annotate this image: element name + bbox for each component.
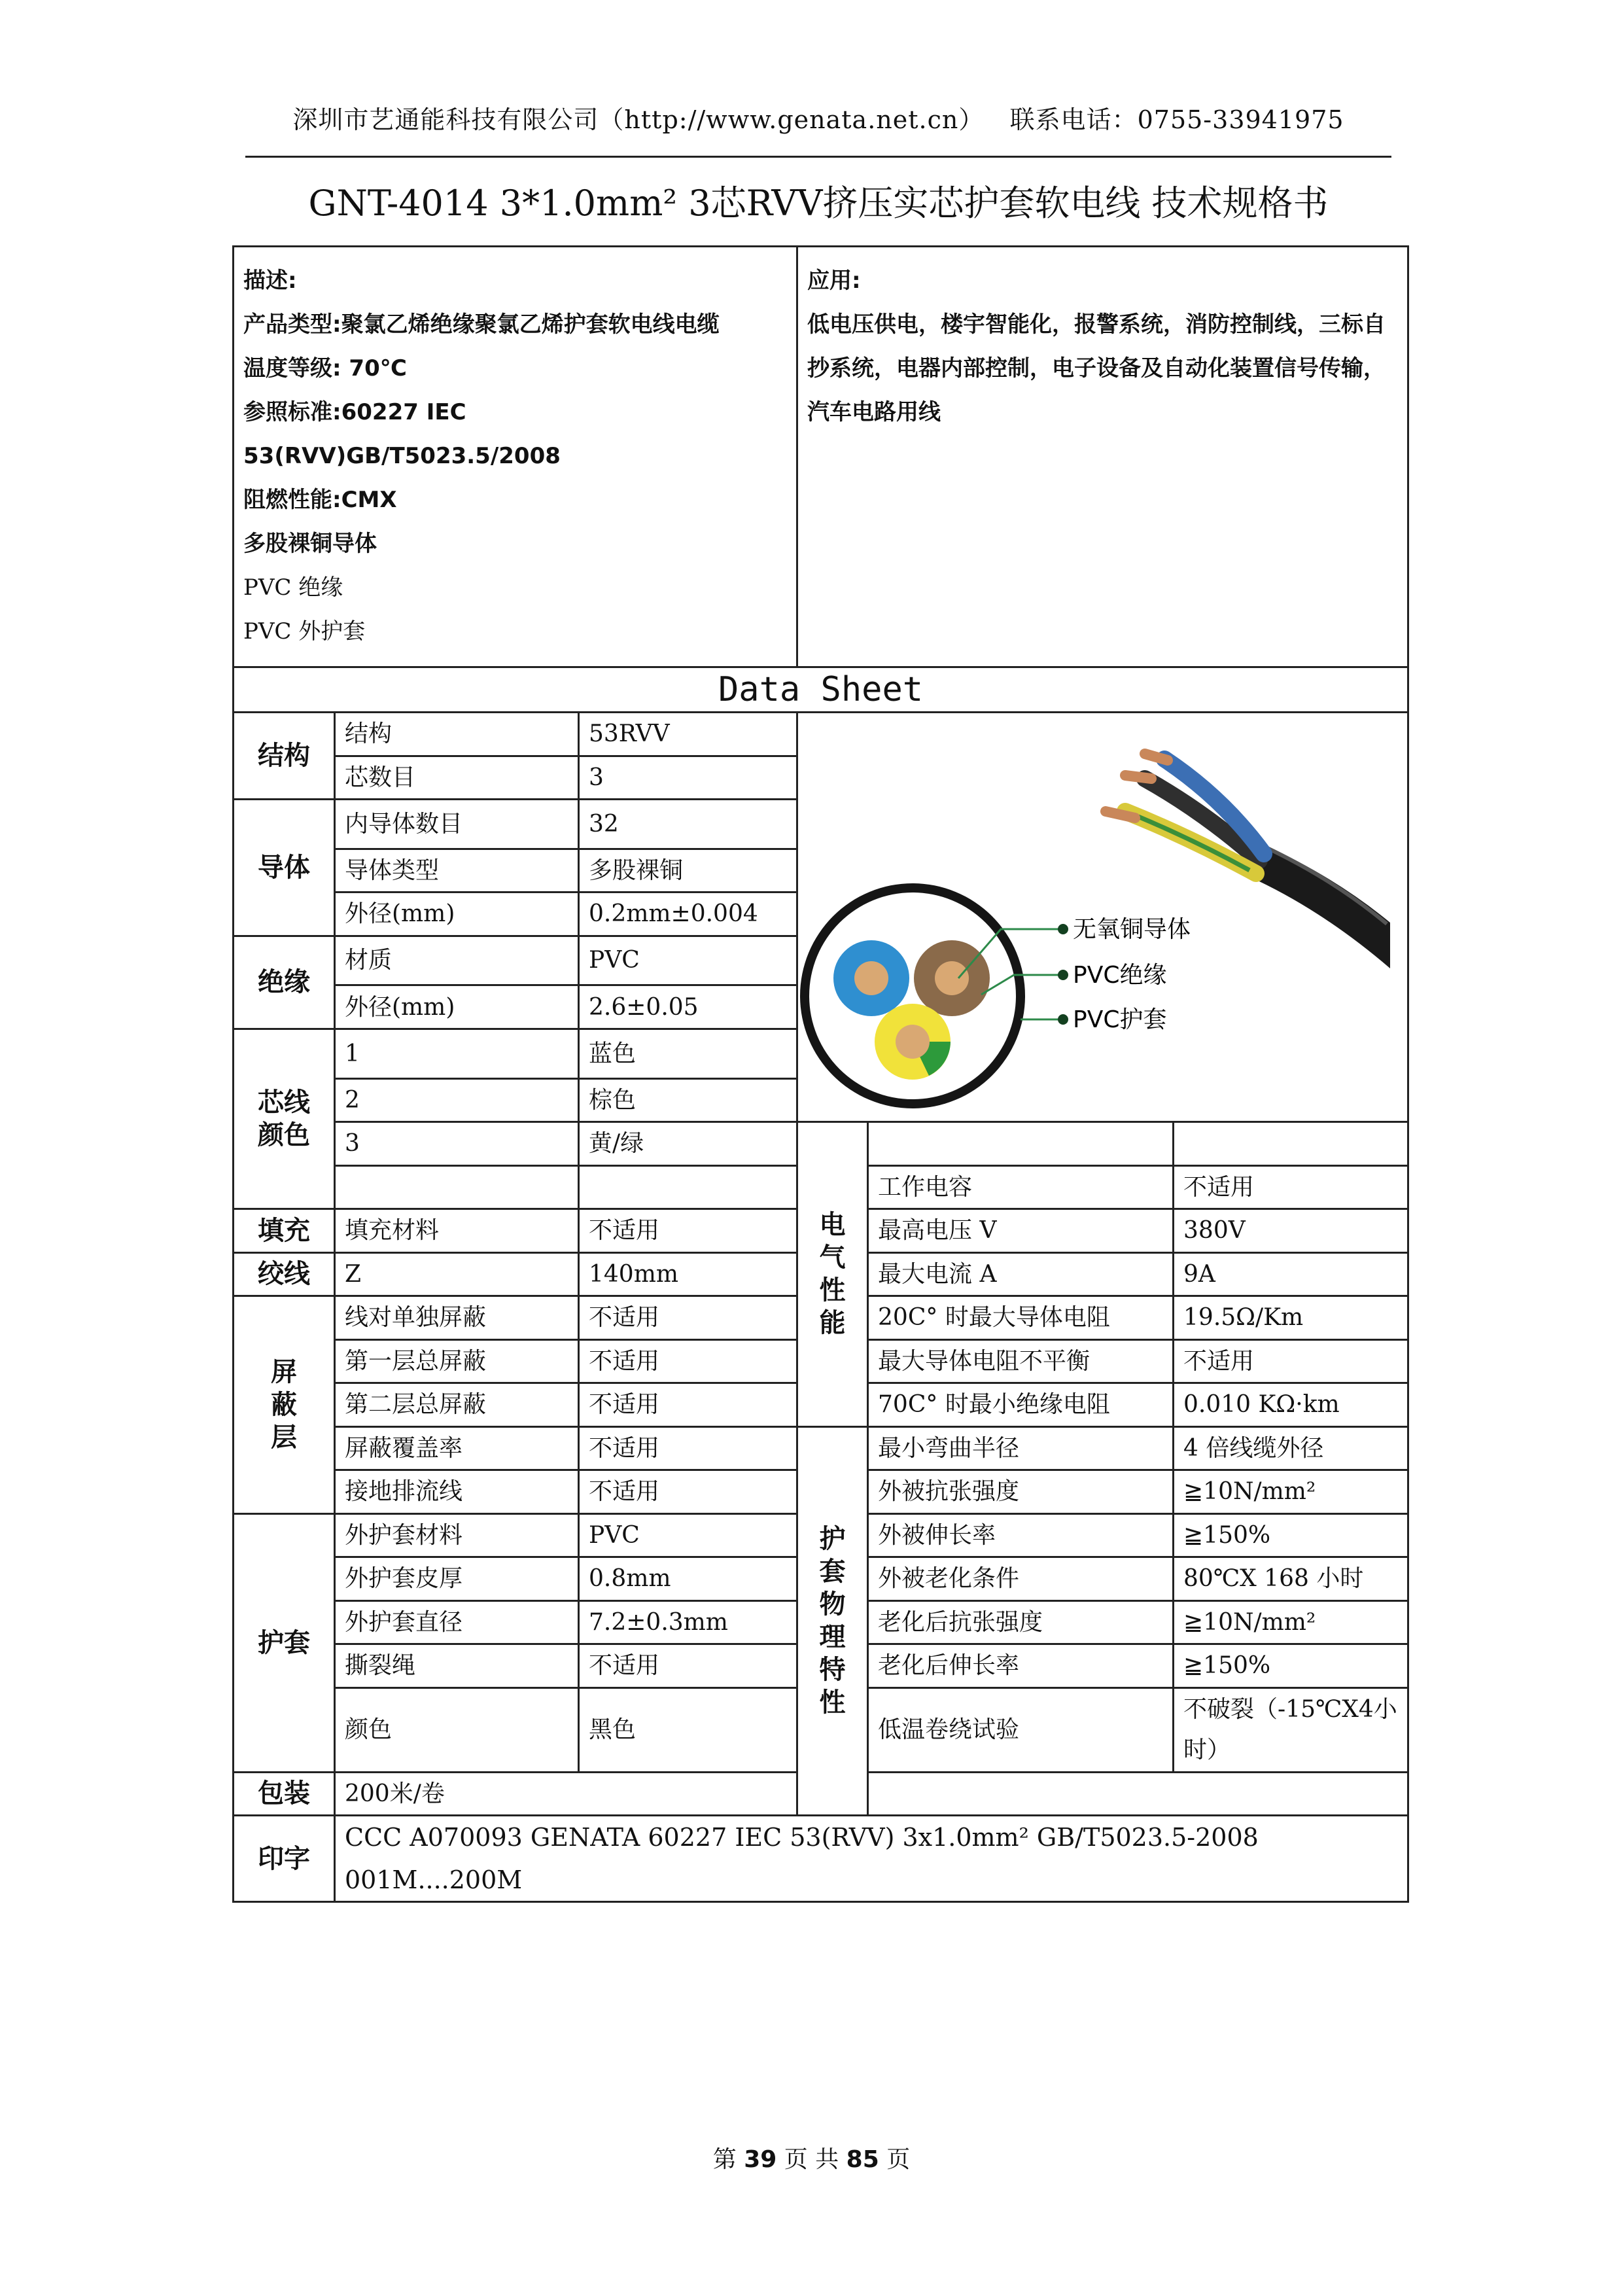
shield-name-2: 第二层总屏蔽 xyxy=(335,1383,579,1427)
electrical-blank-name xyxy=(868,1122,1174,1166)
physical-value-1: ≧10N/mm² xyxy=(1174,1470,1408,1514)
document-title: GNT-4014 3*1.0mm² 3芯RVV挤压实芯护套软电线 技术规格书 xyxy=(308,183,1329,224)
jacket-label: 护套 xyxy=(234,1513,335,1772)
core-color-1: 棕色 xyxy=(579,1078,797,1122)
label-insulation: PVC绝缘 xyxy=(1073,962,1167,989)
jacket-value-2: 7.2±0.3mm xyxy=(579,1600,797,1644)
shield-value-4: 不适用 xyxy=(579,1470,797,1514)
jacket-value-4: 黑色 xyxy=(579,1687,797,1772)
description-heading: 描述: xyxy=(243,268,297,294)
conductor-value-2: 0.2mm±0.004 xyxy=(579,892,797,936)
jacket-name-1: 外护套皮厚 xyxy=(335,1557,579,1601)
desc-conductor: 多股裸铜导体 xyxy=(243,531,377,557)
electrical-name-0: 工作电容 xyxy=(868,1165,1174,1209)
electrical-char-1: 气 xyxy=(819,1243,846,1273)
physical-value-6: 不破裂（-15℃X4小时） xyxy=(1174,1687,1408,1772)
conductor-name-0: 内导体数目 xyxy=(335,800,579,849)
shield-value-0: 不适用 xyxy=(579,1296,797,1340)
physical-value-4: ≧10N/mm² xyxy=(1174,1600,1408,1644)
desc-standard: 参照标准:60227 IEC 53(RVV)GB/T5023.5/2008 xyxy=(243,399,561,469)
twist-name: Z xyxy=(335,1252,579,1296)
core-color-blank xyxy=(579,1165,797,1209)
electrical-name-2: 最大电流 A xyxy=(868,1252,1174,1296)
physical-char-3: 理 xyxy=(819,1622,846,1653)
jacket-name-3: 撕裂绳 xyxy=(335,1644,579,1688)
physical-name-6: 低温卷绕试验 xyxy=(868,1687,1174,1772)
physical-name-5: 老化后伸长率 xyxy=(868,1644,1174,1688)
insulation-value-1: 2.6±0.05 xyxy=(579,985,797,1029)
electrical-blank-value xyxy=(1174,1122,1408,1166)
insulation-name-1: 外径(mm) xyxy=(335,985,579,1029)
shield-char-1: 蔽 xyxy=(271,1389,297,1420)
physical-name-3: 外被老化条件 xyxy=(868,1557,1174,1601)
description-row xyxy=(234,247,1408,667)
electrical-name-3: 20C° 时最大导体电阻 xyxy=(868,1296,1174,1340)
footer-prefix: 第 xyxy=(712,2146,737,2173)
conductor-value-0: 32 xyxy=(579,800,797,849)
page-header xyxy=(245,99,1391,135)
physical-value-2: ≧150% xyxy=(1174,1513,1408,1557)
desc-flame: 阻燃性能:CMX xyxy=(243,487,397,513)
electrical-char-2: 性 xyxy=(819,1275,846,1306)
cable-cross-section xyxy=(800,883,1025,1108)
shield-name-0: 线对单独屏蔽 xyxy=(335,1296,579,1340)
core-number-2: 3 xyxy=(335,1122,579,1166)
marking-value: CCC A070093 GENATA 60227 IEC 53(RVV) 3x1.0mm² GB/T5023.5-2008 001M....200M xyxy=(335,1816,1408,1902)
physical-name-4: 老化后抗张强度 xyxy=(868,1600,1174,1644)
electrical-char-0: 电 xyxy=(819,1210,846,1241)
cable-diagram xyxy=(798,713,1403,1114)
filler-name: 填充材料 xyxy=(335,1209,579,1253)
cable-diagram-cell xyxy=(797,713,1408,1122)
electrical-value-3: 19.5Ω/Km xyxy=(1174,1296,1408,1340)
application-text: 低电压供电，楼宇智能化，报警系统，消防控制线，三标自抄系统，电器内部控制，电子设备及自动化装置信号传输，汽车电路用线 xyxy=(807,311,1386,425)
conductor-label: 导体 xyxy=(234,800,335,936)
footer-total-pages: 85 xyxy=(846,2146,879,2173)
electrical-value-1: 380V xyxy=(1174,1209,1408,1253)
jacket-name-2: 外护套直径 xyxy=(335,1600,579,1644)
electrical-label xyxy=(797,1122,868,1427)
jacket-name-4: 颜色 xyxy=(335,1687,579,1772)
physical-char-0: 护 xyxy=(819,1524,846,1555)
shield-value-2: 不适用 xyxy=(579,1383,797,1427)
structure-name-0: 结构 xyxy=(335,713,579,756)
conductor-name-2: 外径(mm) xyxy=(335,892,579,936)
shield-char-2: 层 xyxy=(271,1422,297,1453)
header-divider xyxy=(245,156,1391,158)
physical-name-1: 外被抗张强度 xyxy=(868,1470,1174,1514)
conductor-value-1: 多股裸铜 xyxy=(579,849,797,892)
electrical-name-5: 70C° 时最小绝缘电阻 xyxy=(868,1383,1174,1427)
physical-char-5: 性 xyxy=(819,1687,846,1718)
core-number-1: 2 xyxy=(335,1078,579,1122)
jacket-value-3: 不适用 xyxy=(579,1644,797,1688)
core-color-2: 黄/绿 xyxy=(579,1122,797,1166)
shield-value-3: 不适用 xyxy=(579,1426,797,1470)
physical-char-1: 套 xyxy=(819,1557,846,1587)
shield-name-3: 屏蔽覆盖率 xyxy=(335,1426,579,1470)
desc-temp: 温度等级: 70℃ xyxy=(243,355,407,381)
jacket-value-1: 0.8mm xyxy=(579,1557,797,1601)
footer-page-number: 39 xyxy=(744,2146,777,2173)
twist-label: 绞线 xyxy=(234,1252,335,1296)
page-footer xyxy=(0,2141,1623,2174)
company-name: 深圳市艺通能科技有限公司（http://www.genata.net.cn） xyxy=(292,105,985,134)
physical-value-0: 4 倍线缆外径 xyxy=(1174,1426,1408,1470)
jacket-value-0: PVC xyxy=(579,1513,797,1557)
core-color-label-2: 颜色 xyxy=(258,1120,310,1150)
datasheet-title-row xyxy=(234,667,1408,713)
structure-name-1: 芯数目 xyxy=(335,756,579,800)
physical-name-0: 最小弯曲半径 xyxy=(868,1426,1174,1470)
shield-name-4: 接地排流线 xyxy=(335,1470,579,1514)
core-color-label-1: 芯线 xyxy=(258,1087,310,1118)
insulation-label: 绝缘 xyxy=(234,936,335,1029)
contact-phone: 联系电话：0755-33941975 xyxy=(1009,105,1344,134)
physical-name-2: 外被伸长率 xyxy=(868,1513,1174,1557)
filler-value: 不适用 xyxy=(579,1209,797,1253)
spec-table xyxy=(232,245,1409,1903)
core-color-label xyxy=(234,1029,335,1209)
datasheet-title: Data Sheet xyxy=(234,667,1408,713)
electrical-value-2: 9A xyxy=(1174,1252,1408,1296)
jacket-name-0: 外护套材料 xyxy=(335,1513,579,1557)
electrical-name-4: 最大导体电阻不平衡 xyxy=(868,1339,1174,1383)
structure-value-1: 3 xyxy=(579,756,797,800)
shield-name-1: 第一层总屏蔽 xyxy=(335,1339,579,1383)
physical-char-4: 特 xyxy=(819,1655,846,1686)
electrical-value-4: 不适用 xyxy=(1174,1339,1408,1383)
physical-value-3: 80℃X 168 小时 xyxy=(1174,1557,1408,1601)
desc-jacket: PVC 外护套 xyxy=(243,618,366,645)
physical-value-5: ≧150% xyxy=(1174,1644,1408,1688)
core-number-0: 1 xyxy=(335,1029,579,1078)
physical-char-2: 物 xyxy=(819,1589,846,1620)
marking-label: 印字 xyxy=(234,1816,335,1902)
core-number-blank xyxy=(335,1165,579,1209)
structure-label: 结构 xyxy=(234,713,335,800)
desc-insulation: PVC 绝缘 xyxy=(243,574,343,601)
footer-suffix: 页 xyxy=(886,2146,911,2173)
shield-label xyxy=(234,1296,335,1514)
package-label: 包装 xyxy=(234,1772,335,1816)
desc-product-type: 产品类型:聚氯乙烯绝缘聚氯乙烯护套软电线电缆 xyxy=(243,311,720,338)
filler-label: 填充 xyxy=(234,1209,335,1253)
electrical-value-0: 不适用 xyxy=(1174,1165,1408,1209)
insulation-value-0: PVC xyxy=(579,936,797,985)
footer-mid: 页 共 xyxy=(784,2146,839,2173)
package-value: 200米/卷 xyxy=(335,1772,1408,1816)
application-heading: 应用: xyxy=(807,268,861,294)
label-jacket: PVC护套 xyxy=(1073,1006,1167,1033)
electrical-name-1: 最高电压 V xyxy=(868,1209,1174,1253)
label-conductor: 无氧铜导体 xyxy=(1073,916,1191,943)
core-color-0: 蓝色 xyxy=(579,1029,797,1078)
application-cell xyxy=(797,247,1408,667)
shield-value-1: 不适用 xyxy=(579,1339,797,1383)
electrical-value-5: 0.010 KΩ·km xyxy=(1174,1383,1408,1427)
description-cell xyxy=(234,247,797,667)
structure-value-0: 53RVV xyxy=(579,713,797,756)
electrical-char-3: 能 xyxy=(819,1308,846,1339)
twist-value: 140mm xyxy=(579,1252,797,1296)
shield-char-0: 屏 xyxy=(271,1356,297,1387)
conductor-name-1: 导体类型 xyxy=(335,849,579,892)
insulation-name-0: 材质 xyxy=(335,936,579,985)
jacket-physical-label xyxy=(797,1426,868,1816)
